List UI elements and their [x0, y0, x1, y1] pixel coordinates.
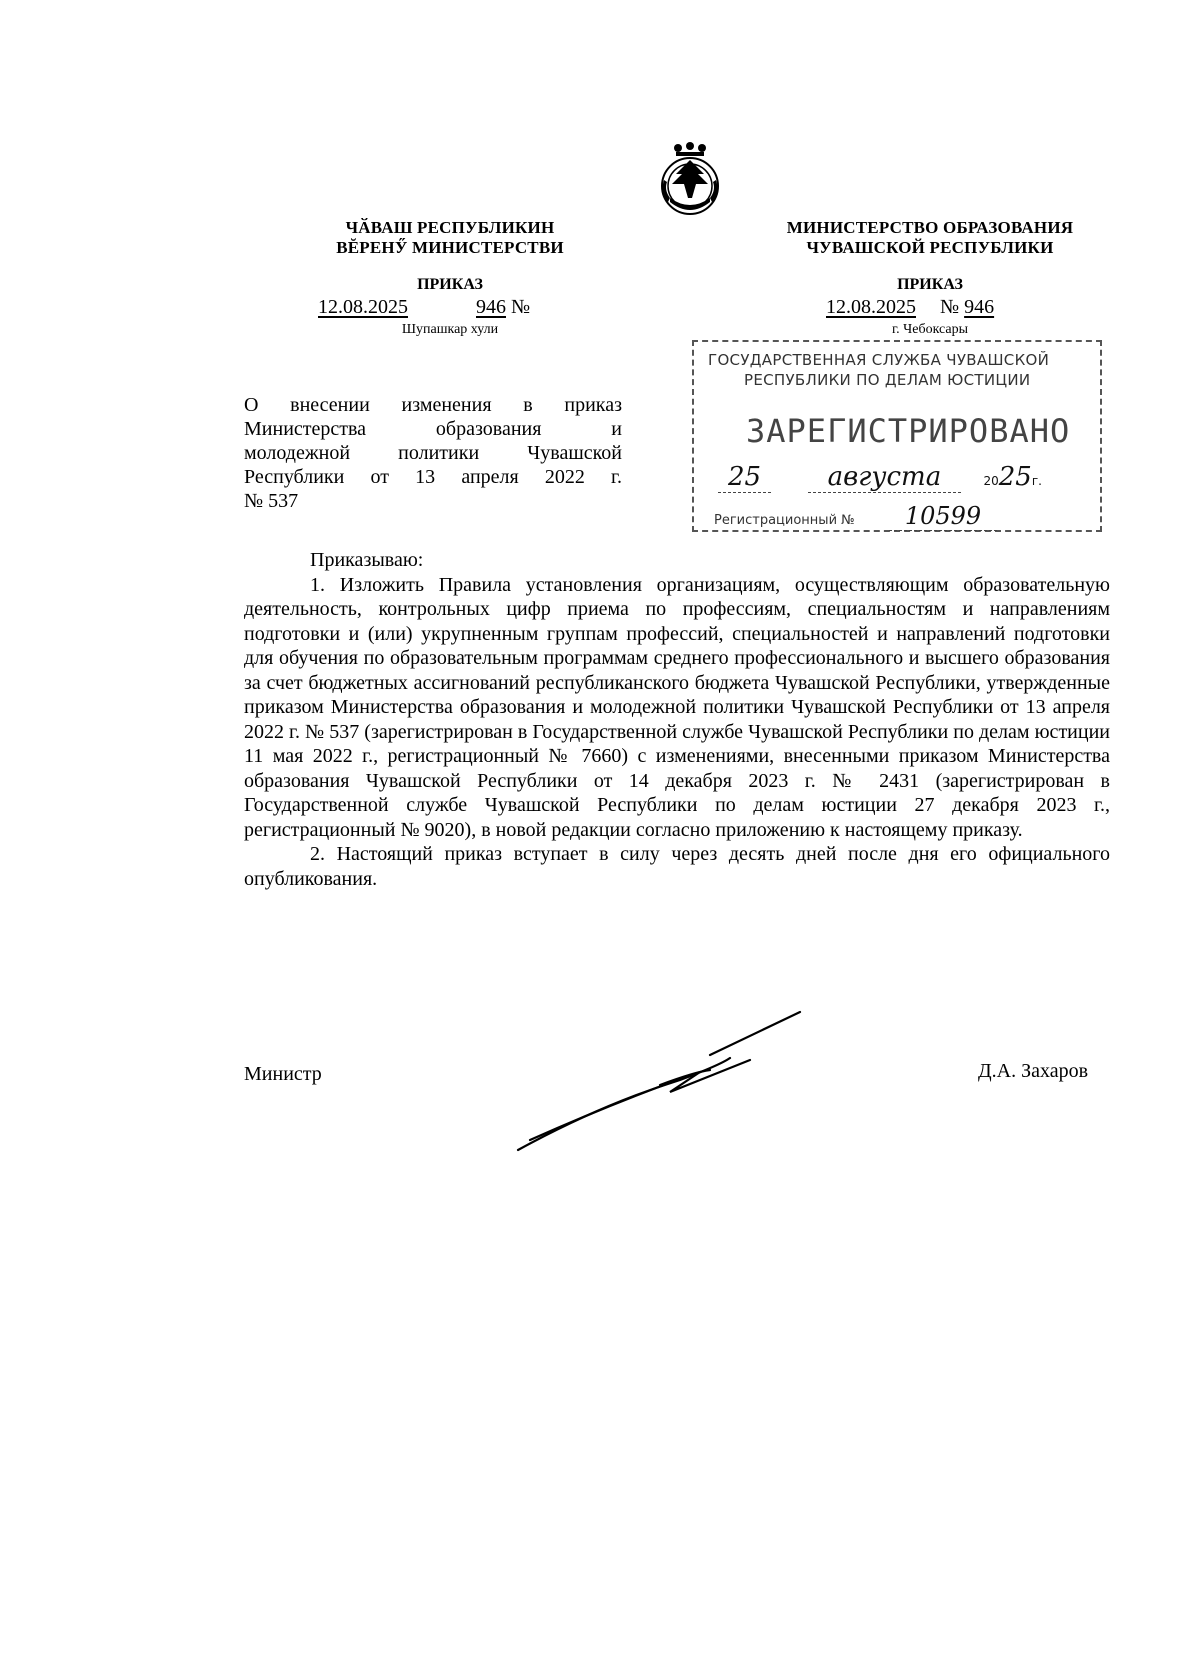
left-org-line2: ВĔРЕНӲ МИНИСТЕРСТВИ — [336, 238, 564, 257]
signatory-name: Д.А. Захаров — [978, 1060, 1089, 1082]
stamp-registered: ЗАРЕГИСТРИРОВАНО — [746, 412, 1071, 450]
stamp-day: 25 — [718, 462, 771, 493]
coat-of-arms-icon — [652, 140, 728, 220]
left-org-line1: ЧӐВАШ РЕСПУБЛИКИН — [345, 218, 555, 237]
stamp-org — [708, 350, 1049, 390]
stamp-date — [718, 462, 1088, 492]
order-paragraph-1: 1. Изложить Правила установления организациям, осуществляющим образовательную деятельность, контрольных цифр приема по профессиям, специальностям и направлениям подготовки и (или) укрупненным группам профессий, специальностей и направлений подготовки для обучения по образовательным программам среднего профессионального и высшего образования за счет бюджетных ассигнований республиканского бюджета Чувашской Республики, утвержденные приказом Министерства образования и молодежной политики Чувашской Республики от 13 апреля 2022 г. № 537 (зарегистрирован в Государственной службе Чувашской Республики по делам юстиции 11 мая 2022 г., регистрационный № 7660) с изменениями, внесенными приказом Министерства образования Чувашской Республики от 14 декабря 2023 г. № 2431 (зарегистрирован в Государственной службе Чувашской Республики по делам юстиции 27 декабря 2023 г., регистрационный № 9020), в новой редакции согласно приложению к настоящему приказу. — [244, 573, 1110, 841]
right-date: 12.08.2025 — [826, 296, 916, 318]
stamp-org-line2: РЕСПУБЛИКИ ПО ДЕЛАМ ЮСТИЦИИ — [744, 371, 1031, 389]
subject-line: О внесении изменения в приказ — [244, 394, 622, 416]
order-paragraph-2: 2. Настоящий приказ вступает в силу через десять дней после дня его официального опубликования. — [244, 843, 1110, 890]
stamp-org-line1: ГОСУДАРСТВЕННАЯ СЛУЖБА ЧУВАШСКОЙ — [708, 351, 1050, 369]
stamp-year-suffix: 25 — [998, 462, 1032, 492]
stamp-reg-label: Регистрационный № — [714, 513, 855, 528]
left-org-name — [300, 218, 600, 258]
right-number: 946 — [964, 296, 995, 318]
left-number: 946 — [476, 296, 506, 318]
right-number-sign: № — [940, 296, 960, 318]
right-place: г. Чебоксары — [891, 322, 969, 337]
stamp-year-prefix: 20 — [983, 474, 999, 488]
right-date-number — [826, 296, 994, 319]
right-order-word: ПРИКАЗ — [897, 276, 963, 293]
subject-line: Министерства образования и — [244, 418, 622, 440]
order-body — [244, 548, 1110, 891]
order-intro: Приказываю: — [310, 549, 424, 571]
left-place: Шупашкар хули — [401, 322, 499, 337]
subject-line: молодежной политики Чувашской — [244, 442, 622, 464]
signatory-position: Министр — [244, 1063, 322, 1085]
right-org-name — [750, 218, 1110, 258]
stamp-month: августа — [808, 462, 962, 493]
left-number-sign: № — [511, 296, 531, 318]
registration-stamp — [692, 340, 1102, 532]
handwritten-signature-icon — [510, 1000, 810, 1160]
right-org-line2: ЧУВАШСКОЙ РЕСПУБЛИКИ — [806, 238, 1054, 257]
subject-line: Республики от 13 апреля 2022 г. — [244, 466, 622, 488]
stamp-year-mark: г. — [1031, 474, 1042, 488]
stamp-reg-line — [714, 502, 1094, 530]
left-date-number — [318, 296, 530, 319]
right-org-line1: МИНИСТЕРСТВО ОБРАЗОВАНИЯ — [786, 218, 1074, 237]
stamp-reg-number: 10599 — [889, 502, 997, 531]
order-subject — [244, 393, 622, 513]
left-date: 12.08.2025 — [318, 296, 408, 318]
subject-line: № 537 — [244, 490, 299, 512]
left-order-word: ПРИКАЗ — [417, 276, 483, 293]
